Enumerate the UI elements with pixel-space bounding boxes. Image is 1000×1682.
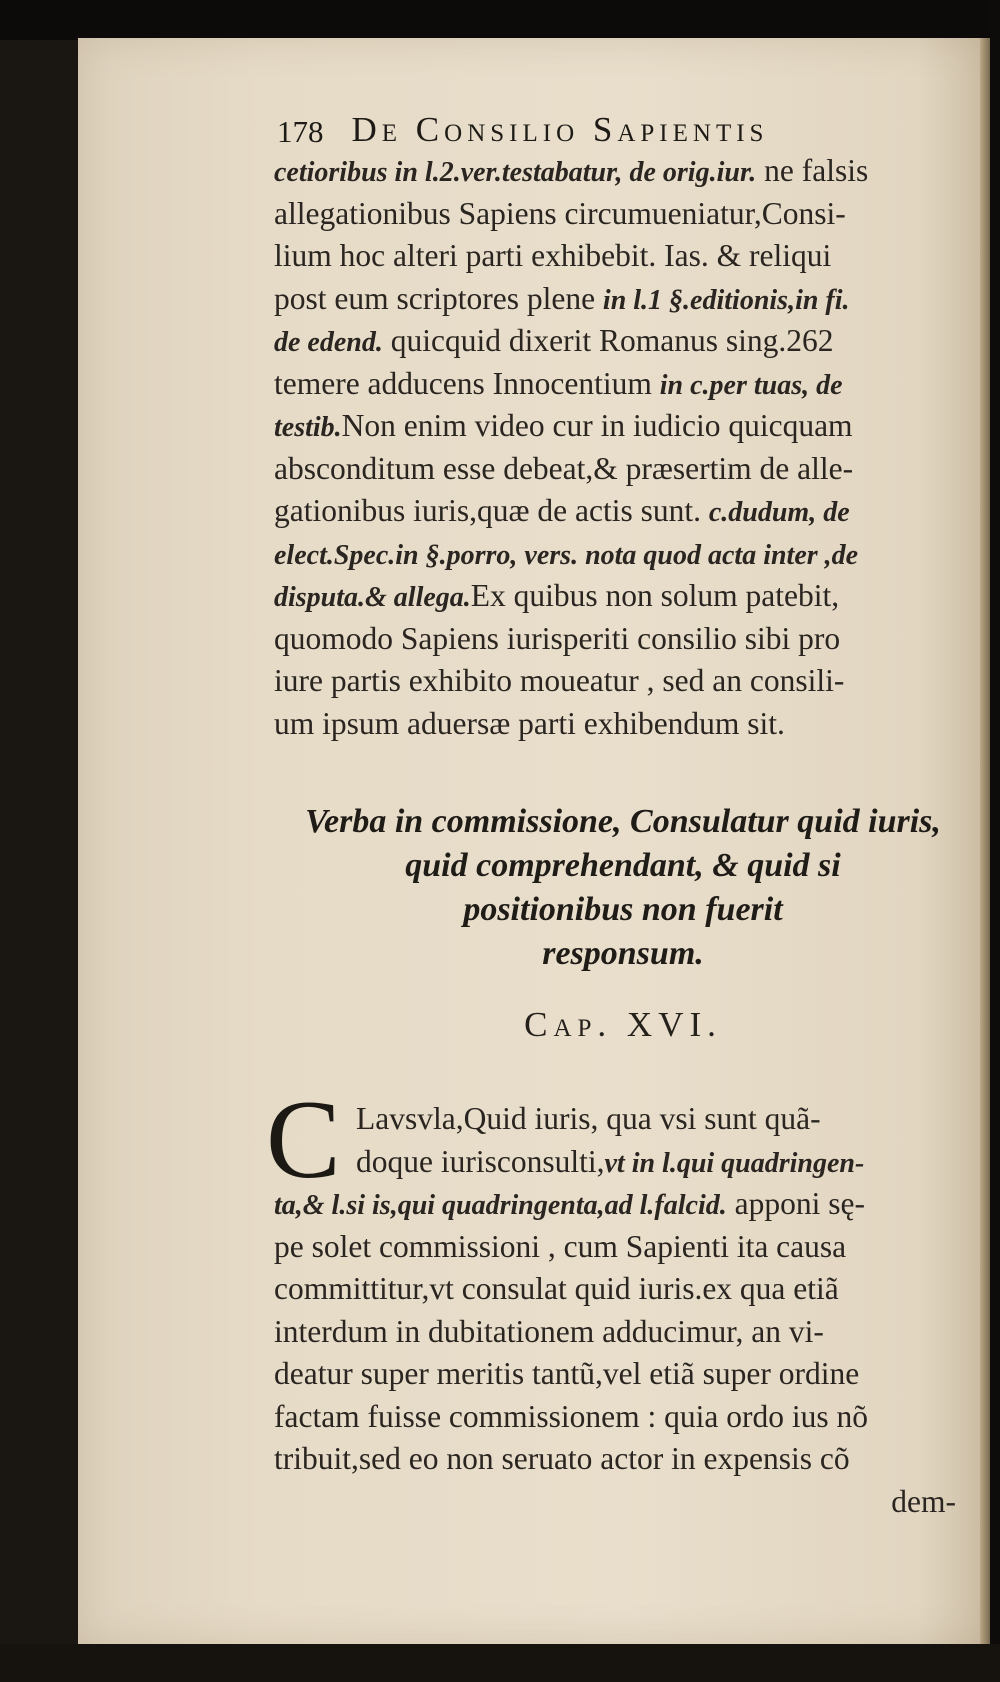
text-line (274, 363, 980, 406)
italic-citation: elect.Spec.in §.porro, vers. nota quod acta inter ,de (274, 539, 859, 571)
heading-line: positionibus non fuerit (463, 891, 783, 928)
text-line (274, 1353, 986, 1396)
text-line (274, 660, 980, 703)
chapter-label: Cap. XVI. (524, 1005, 722, 1044)
section-heading (258, 800, 988, 976)
text-line (274, 703, 980, 746)
text-line (274, 1396, 986, 1439)
paragraph-2 (266, 1078, 986, 1523)
italic-citation: vt in l.qui quadringen- (604, 1147, 865, 1179)
text-segment: tribuit,sed eo non seruato actor in expensis cõ (274, 1441, 850, 1476)
text-segment: dem- (891, 1483, 956, 1519)
text-segment: pe solet commissioni , cum Sapienti ita causa (274, 1228, 847, 1264)
text-segment: quicquid dixerit Romanus sing.262 (382, 323, 834, 358)
text-segment: Non enim video cur in iudicio quicquam (341, 408, 853, 443)
text-line (274, 150, 980, 193)
page-header (277, 104, 927, 150)
running-title: De Consilio Sapientis (351, 110, 769, 149)
scan-background-bottom (0, 1644, 1000, 1682)
text-line (274, 448, 980, 491)
text-line (274, 1226, 986, 1269)
text-line (274, 490, 980, 533)
text-line (274, 235, 980, 278)
text-segment: deatur super meritis tantũ,vel etiã super ordine (274, 1356, 860, 1391)
italic-citation: testib. (274, 412, 342, 443)
text-segment: committitur,vt consulat quid iuris.ex qua etiã (274, 1271, 839, 1306)
text-line (274, 1438, 986, 1481)
scan-background-right (990, 0, 1000, 1682)
italic-citation: cetioribus in l.2.ver.testabatur, de orig.iur. (274, 157, 757, 188)
text-line (274, 1481, 986, 1524)
text-line (274, 278, 980, 321)
text-line (274, 618, 980, 661)
text-line (274, 1098, 986, 1141)
text-line (274, 1141, 986, 1184)
text-segment: Lavsvla,Quid iuris, qua vsi sunt quã- (356, 1101, 821, 1136)
text-line (274, 575, 980, 618)
text-line (274, 320, 980, 363)
text-segment: allegationibus Sapiens circumueniatur,Consi- (274, 195, 846, 231)
text-segment: interdum in dubitationem adducimur, an vi- (274, 1313, 824, 1349)
text-segment: temere adducens Innocentium (274, 365, 660, 401)
italic-citation: de edend. (274, 327, 383, 358)
text-segment: lium hoc alteri parti exhibebit. Ias. & reliqui (274, 238, 832, 273)
text-line (274, 533, 980, 576)
scan-background-top (0, 0, 1000, 40)
text-segment: apponi sę- (726, 1186, 865, 1221)
italic-citation: c.dudum, de (708, 497, 850, 528)
text-segment: ne falsis (756, 153, 869, 188)
text-line (274, 193, 980, 236)
italic-citation: in l.1 §.editionis,in fi. (602, 284, 850, 316)
text-segment: iure partis exhibito moueatur , sed an consili- (274, 663, 845, 698)
text-segment: doque iurisconsulti, (356, 1143, 605, 1179)
text-segment: Ex quibus non solum patebit, (470, 578, 840, 613)
text-line (274, 1183, 986, 1226)
text-segment: post eum scriptores plene (274, 280, 603, 316)
italic-citation: disputa.& allega. (274, 582, 471, 613)
text-segment: absconditum esse debeat,& præsertim de alle- (274, 450, 854, 486)
text-segment: factam fuisse commissionem : quia ordo ius nõ (274, 1398, 869, 1434)
text-segment: quomodo Sapiens iurisperiti consilio sibi pro (274, 620, 841, 656)
text-line (274, 1311, 986, 1354)
italic-citation: in c.per tuas, de (659, 369, 843, 401)
heading-line: quid comprehendant, & quid si (405, 847, 841, 884)
italic-citation: ta,& l.si is,qui quadringenta,ad l.falcid. (274, 1190, 727, 1221)
page-number: 178 (277, 114, 324, 149)
text-segment: gationibus iuris,quæ de actis sunt. (274, 493, 709, 528)
paragraph-1 (274, 150, 980, 745)
drop-cap-initial: C (266, 1078, 341, 1202)
heading-line: Verba in commissione, Consulatur quid iuris, (305, 803, 941, 840)
text-line (274, 1268, 986, 1311)
text-segment: um ipsum aduersæ parti exhibendum sit. (274, 705, 785, 741)
heading-line: responsum. (542, 935, 704, 972)
text-line (274, 405, 980, 448)
